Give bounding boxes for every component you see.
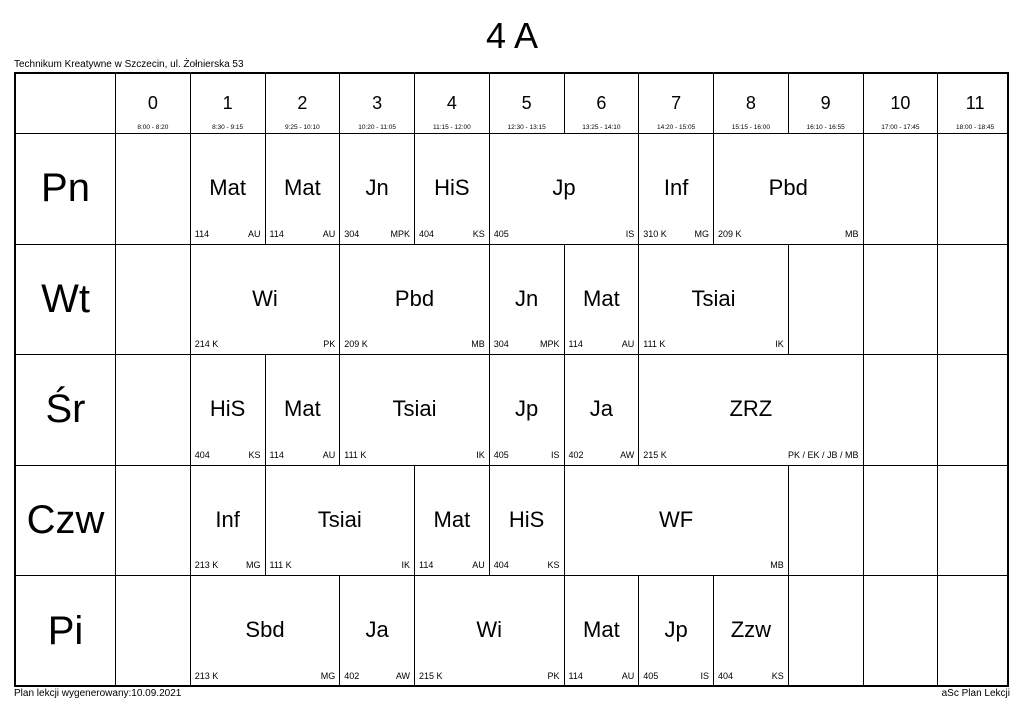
period-number: 4 xyxy=(446,93,457,113)
lesson-cell[interactable] xyxy=(565,466,789,577)
lesson-teacher: MB xyxy=(770,560,784,571)
lesson-teacher: AU xyxy=(621,339,635,350)
period-header xyxy=(340,74,415,134)
lesson-teacher: MG xyxy=(320,670,336,681)
lesson-subject: Wi xyxy=(476,617,503,643)
lesson-teacher: MG xyxy=(246,560,261,571)
lesson-teacher: AW xyxy=(620,449,635,460)
period-time: 15:15 - 16:00 xyxy=(731,124,771,131)
lesson-room: 405 xyxy=(643,670,659,681)
empty-cell xyxy=(938,134,1009,245)
lesson-room: 404 xyxy=(194,449,210,460)
lesson-cell[interactable] xyxy=(714,134,864,245)
period-header xyxy=(938,74,1009,134)
lesson-subject: Sbd xyxy=(245,617,285,643)
lesson-room: 310 K xyxy=(643,228,667,239)
lesson-teacher: AU xyxy=(247,228,261,239)
empty-cell xyxy=(864,466,939,577)
lesson-subject: Inf xyxy=(215,506,240,532)
day-label: Pn xyxy=(16,134,116,245)
period-header xyxy=(116,74,191,134)
lesson-cell[interactable] xyxy=(415,576,565,687)
lesson-teacher: PK xyxy=(323,339,336,350)
lesson-room: 405 xyxy=(493,228,509,239)
period-header xyxy=(789,74,864,134)
period-number: 9 xyxy=(820,93,831,113)
lesson-subject: ZRZ xyxy=(729,396,773,422)
lesson-subject: Inf xyxy=(663,175,689,200)
lesson-cell[interactable] xyxy=(714,576,789,687)
lesson-room: 402 xyxy=(568,449,584,460)
lesson-subject: Jn xyxy=(515,285,539,311)
lesson-room: 114 xyxy=(269,449,284,460)
day-label: Wt xyxy=(16,245,116,356)
lesson-subject: Ja xyxy=(365,617,389,643)
lesson-subject: Mat xyxy=(583,617,620,643)
period-time: 17:00 - 17:45 xyxy=(881,124,920,131)
lesson-room: 114 xyxy=(568,339,583,350)
lesson-teacher: MG xyxy=(694,228,709,239)
period-time: 13:25 - 14:10 xyxy=(582,124,621,131)
lesson-subject: Mat xyxy=(209,175,246,200)
empty-cell xyxy=(116,576,191,687)
lesson-room: 214 K xyxy=(194,339,219,350)
period-number: 8 xyxy=(745,93,756,113)
day-label: Śr xyxy=(16,355,116,466)
lesson-cell[interactable] xyxy=(490,466,565,577)
lesson-cell[interactable] xyxy=(565,245,640,356)
lesson-subject: HiS xyxy=(434,175,470,200)
lesson-room: 405 xyxy=(493,449,509,460)
lesson-room: 209 K xyxy=(344,339,368,350)
lesson-subject: Mat xyxy=(433,506,471,532)
lesson-room: 114 xyxy=(568,670,583,681)
lesson-teacher: IS xyxy=(550,449,560,460)
lesson-cell[interactable] xyxy=(490,245,565,356)
empty-cell xyxy=(938,576,1009,687)
lesson-cell[interactable] xyxy=(266,466,416,577)
period-number: 3 xyxy=(372,93,383,113)
lesson-cell[interactable] xyxy=(340,355,490,466)
period-header xyxy=(266,74,341,134)
empty-cell xyxy=(116,466,191,577)
lesson-room: 111 K xyxy=(269,560,292,571)
lesson-subject: HiS xyxy=(209,396,246,422)
timetable-grid xyxy=(14,72,1009,687)
lesson-room: 304 xyxy=(344,228,360,239)
lesson-room: 213 K xyxy=(194,670,219,681)
period-number: 0 xyxy=(147,93,158,113)
lesson-cell[interactable] xyxy=(191,134,266,245)
lesson-cell[interactable] xyxy=(340,245,490,356)
lesson-teacher: IK xyxy=(775,339,784,350)
lesson-cell[interactable] xyxy=(490,355,565,466)
lesson-room: 111 K xyxy=(344,449,367,460)
period-time: 16:10 - 16:55 xyxy=(806,124,845,131)
lesson-teacher: IK xyxy=(476,449,485,460)
lesson-cell[interactable] xyxy=(191,576,341,687)
lesson-subject: WF xyxy=(659,506,694,532)
lesson-teacher: KS xyxy=(248,449,261,460)
lesson-subject: Jp xyxy=(664,617,688,643)
lesson-room: 404 xyxy=(718,670,734,681)
empty-cell xyxy=(938,355,1009,466)
lesson-cell[interactable] xyxy=(191,245,341,356)
lesson-cell[interactable] xyxy=(639,355,863,466)
lesson-teacher: KS xyxy=(771,670,784,681)
lesson-cell[interactable] xyxy=(415,134,490,245)
period-number: 10 xyxy=(890,93,911,113)
empty-cell xyxy=(789,466,864,577)
lesson-teacher: AW xyxy=(395,670,410,681)
lesson-teacher: IS xyxy=(625,228,635,239)
lesson-cell[interactable] xyxy=(266,134,341,245)
period-header xyxy=(191,74,266,134)
lesson-room: 404 xyxy=(419,228,435,239)
empty-cell xyxy=(116,245,191,356)
lesson-room: 215 K xyxy=(419,670,443,681)
period-time: 8:30 - 9:15 xyxy=(212,124,244,131)
period-time: 18:00 - 18:45 xyxy=(955,124,995,131)
lesson-subject: Mat xyxy=(284,396,321,422)
empty-cell xyxy=(116,134,191,245)
period-header xyxy=(490,74,565,134)
empty-cell xyxy=(938,466,1009,577)
lesson-subject: Zzw xyxy=(730,617,772,643)
period-number: 5 xyxy=(521,93,532,113)
lesson-cell[interactable] xyxy=(191,466,266,577)
lesson-subject: Mat xyxy=(583,285,620,311)
day-label: Pi xyxy=(16,576,116,687)
lesson-subject: Pbd xyxy=(768,175,808,200)
lesson-room: 209 K xyxy=(718,228,742,239)
lesson-subject: Tsiai xyxy=(317,506,362,532)
period-time: 9:25 - 10:10 xyxy=(285,124,320,131)
lesson-subject: Tsiai xyxy=(392,396,437,422)
empty-cell xyxy=(864,576,939,687)
lesson-teacher: KS xyxy=(472,228,485,239)
period-header xyxy=(415,74,490,134)
empty-cell xyxy=(938,245,1009,356)
lesson-teacher: MPK xyxy=(390,228,410,239)
lesson-room: 114 xyxy=(194,228,210,239)
lesson-teacher: PK / EK / JB / MB xyxy=(787,449,859,460)
period-number: 7 xyxy=(671,93,682,113)
lesson-teacher: IK xyxy=(401,560,410,571)
lesson-room: 404 xyxy=(493,560,509,571)
lesson-room: 114 xyxy=(269,228,284,239)
lesson-subject: Jn xyxy=(365,175,389,200)
period-time: 8:00 - 8:20 xyxy=(137,124,169,131)
empty-cell xyxy=(864,134,939,245)
lesson-cell[interactable] xyxy=(565,355,640,466)
school-name: Technikum Kreatywne w Szczecin, ul. Żołnierska 53 xyxy=(14,59,244,70)
period-number: 6 xyxy=(596,93,607,113)
period-time: 14:20 - 15:05 xyxy=(656,124,696,131)
period-header xyxy=(565,74,640,134)
lesson-teacher: AU xyxy=(621,670,635,681)
lesson-subject: Ja xyxy=(589,396,613,422)
lesson-cell[interactable] xyxy=(191,355,266,466)
lesson-teacher: MPK xyxy=(539,339,560,350)
lesson-subject: Tsiai xyxy=(691,285,736,311)
lesson-cell[interactable] xyxy=(565,576,640,687)
lesson-subject: Pbd xyxy=(394,285,435,311)
period-header xyxy=(639,74,714,134)
empty-cell xyxy=(116,355,191,466)
period-time: 12:30 - 13:15 xyxy=(507,124,546,131)
lesson-teacher: AU xyxy=(472,560,485,571)
lesson-subject: Jp xyxy=(552,175,576,200)
empty-cell xyxy=(789,576,864,687)
lesson-cell[interactable] xyxy=(340,134,415,245)
lesson-subject: HiS xyxy=(508,506,545,532)
period-number: 2 xyxy=(297,93,308,113)
lesson-teacher: PK xyxy=(547,670,560,681)
app-name: aSc Plan Lekcji xyxy=(941,688,1010,699)
lesson-cell[interactable] xyxy=(639,134,714,245)
lesson-teacher: AU xyxy=(322,228,336,239)
lesson-subject: Mat xyxy=(284,175,321,200)
lesson-room: 111 K xyxy=(643,339,666,350)
lesson-cell[interactable] xyxy=(490,134,640,245)
period-time: 11:15 - 12:00 xyxy=(432,124,471,131)
lesson-room: 213 K xyxy=(194,560,219,571)
period-number: 11 xyxy=(965,93,985,113)
empty-cell xyxy=(864,355,939,466)
corner-cell xyxy=(16,74,116,134)
timetable-title: 4 A xyxy=(485,15,539,56)
period-header xyxy=(864,74,939,134)
lesson-subject: Wi xyxy=(252,285,278,311)
period-time: 10:20 - 11:05 xyxy=(358,124,397,131)
lesson-teacher: MB xyxy=(845,228,859,239)
period-number: 1 xyxy=(222,93,233,113)
lesson-room: 114 xyxy=(419,560,434,571)
lesson-teacher: IS xyxy=(700,670,709,681)
lesson-cell[interactable] xyxy=(639,245,789,356)
lesson-room: 304 xyxy=(493,339,509,350)
period-header xyxy=(714,74,789,134)
lesson-cell[interactable] xyxy=(266,355,341,466)
lesson-teacher: KS xyxy=(547,560,560,571)
lesson-cell[interactable] xyxy=(639,576,714,687)
lesson-room: 215 K xyxy=(643,449,667,460)
lesson-teacher: AU xyxy=(322,449,336,460)
lesson-subject: Jp xyxy=(515,396,539,422)
day-label: Czw xyxy=(16,466,116,577)
empty-cell xyxy=(789,245,864,356)
lesson-cell[interactable] xyxy=(340,576,415,687)
empty-cell xyxy=(864,245,939,356)
lesson-room: 402 xyxy=(344,670,360,681)
lesson-teacher: MB xyxy=(471,339,485,350)
generated-date: Plan lekcji wygenerowany:10.09.2021 xyxy=(14,688,182,699)
lesson-cell[interactable] xyxy=(415,466,490,577)
